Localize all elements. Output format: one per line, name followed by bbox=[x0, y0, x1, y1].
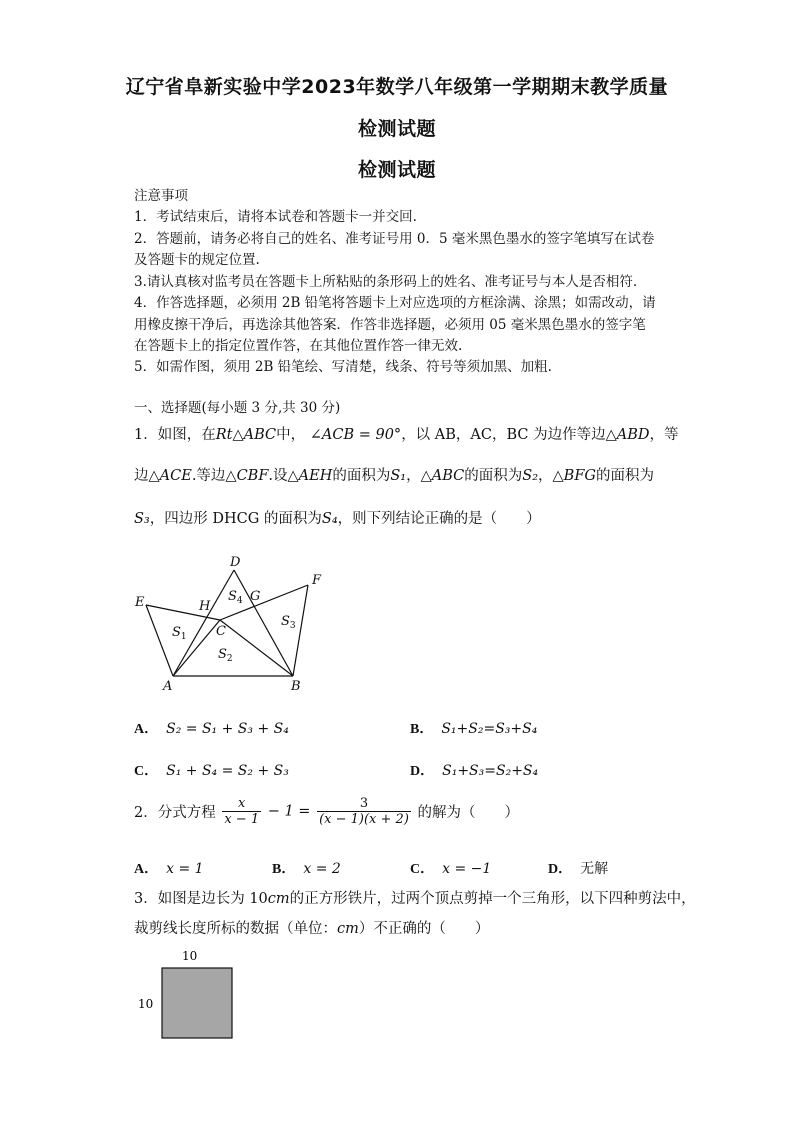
q2-option-c[interactable]: C． x = −1 bbox=[410, 861, 492, 877]
q3-square-figure bbox=[134, 944, 244, 1040]
label-E: E bbox=[135, 595, 145, 610]
q3-line2: 裁剪线长度所标的数据（单位：cm）不正确的（ ） bbox=[134, 921, 490, 937]
label-S1: $S_1$ bbox=[172, 625, 187, 642]
square-left-label: 10 bbox=[138, 997, 154, 1011]
q1-option-d[interactable]: D． S₁+S₃=S₂+S₄ bbox=[410, 763, 539, 779]
notice-line: 用橡皮擦干净后，再选涂其他答案．作答非选择题，必须用 05 毫米黑色墨水的签字笔 bbox=[134, 317, 646, 333]
label-F: F bbox=[312, 573, 322, 588]
q1-option-a[interactable]: A． S₂ = S₁ + S₃ + S₄ bbox=[134, 721, 289, 737]
square-top-label: 10 bbox=[182, 949, 198, 963]
label-S2: $S_2$ bbox=[218, 647, 233, 664]
label-A: A bbox=[163, 679, 173, 694]
section-heading: 一、选择题(每小题 3 分,共 30 分) bbox=[134, 400, 341, 416]
segment-AE bbox=[146, 605, 173, 676]
q1-geometry-figure bbox=[130, 548, 340, 698]
q2-fraction-right: $\frac{3}{(x - 1)(x + 2)}$ bbox=[319, 796, 409, 827]
exam-title-line2: 检测试题 bbox=[357, 118, 436, 140]
notice-line: 1．考试结束后，请将本试卷和答题卡一并交回. bbox=[134, 209, 417, 225]
notice-line: 2．答题前，请务必将自己的姓名、准考证号用 0．5 毫米黑色墨水的签字笔填写在试卷 bbox=[134, 231, 655, 247]
exam-title-line3: 检测试题 bbox=[357, 159, 436, 181]
exam-title-line1: 辽宁省阜新实验中学2023年数学八年级第一学期期末教学质量 bbox=[125, 76, 669, 98]
label-H: H bbox=[199, 599, 211, 614]
q1-line2: 边△ACE.等边△CBF.设△AEH的面积为S₁，△ABC的面积为S₂，△BFG的面积为 bbox=[134, 468, 654, 484]
q3-line1: 3．如图是边长为 10cm的正方形铁片，过两个顶点剪掉一个三角形，以下四种剪法中， bbox=[134, 891, 696, 907]
q1-line1: 1．如图，在Rt△ABC中， ∠ACB = 90°，以 AB，AC，BC 为边作等边△ABD，等 bbox=[134, 427, 679, 443]
q2-fraction-left: $\frac{x}{x - 1}$ bbox=[224, 796, 260, 827]
label-D: D bbox=[230, 555, 241, 570]
notice-line: 4．作答选择题，必须用 2B 铅笔将答题卡上对应选项的方框涂满、涂黑；如需改动，请 bbox=[134, 295, 656, 311]
q1-option-c[interactable]: C． S₁ + S₄ = S₂ + S₃ bbox=[134, 763, 289, 779]
iron-square bbox=[162, 968, 232, 1038]
notice-line: 在答题卡上的指定位置作答，在其他位置作答一律无效. bbox=[134, 338, 463, 354]
label-S4: $S_4$ bbox=[228, 589, 243, 606]
q2-option-b[interactable]: B． x = 2 bbox=[272, 861, 341, 877]
label-G: G bbox=[250, 589, 261, 604]
label-C: C bbox=[216, 624, 226, 639]
label-B: B bbox=[291, 679, 301, 694]
q2-option-d[interactable]: D． 无解 bbox=[548, 861, 609, 877]
label-S3: $S_3$ bbox=[281, 614, 296, 631]
q1-option-b[interactable]: B． S₁+S₂=S₃+S₄ bbox=[410, 721, 538, 737]
notice-line: 及答题卡的规定位置. bbox=[134, 252, 260, 268]
q1-line3: S₃，四边形 DHCG 的面积为S₄，则下列结论正确的是（ ） bbox=[134, 511, 541, 527]
notice-line: 3.请认真核对监考员在答题卡上所粘贴的条形码上的姓名、准考证号与本人是否相符. bbox=[134, 274, 638, 290]
notice-line: 5．如需作图，须用 2B 铅笔绘、写清楚，线条、符号等须加黑、加粗. bbox=[134, 359, 552, 375]
q2-stem: 2．分式方程 $\frac{x}{x - 1}$ − 1 = $\frac{3}{(x - 1)(x + 2)}$ 的解为（ ） bbox=[134, 796, 519, 827]
q2-option-a[interactable]: A． x = 1 bbox=[134, 861, 204, 877]
notice-heading: 注意事项 bbox=[134, 188, 188, 204]
